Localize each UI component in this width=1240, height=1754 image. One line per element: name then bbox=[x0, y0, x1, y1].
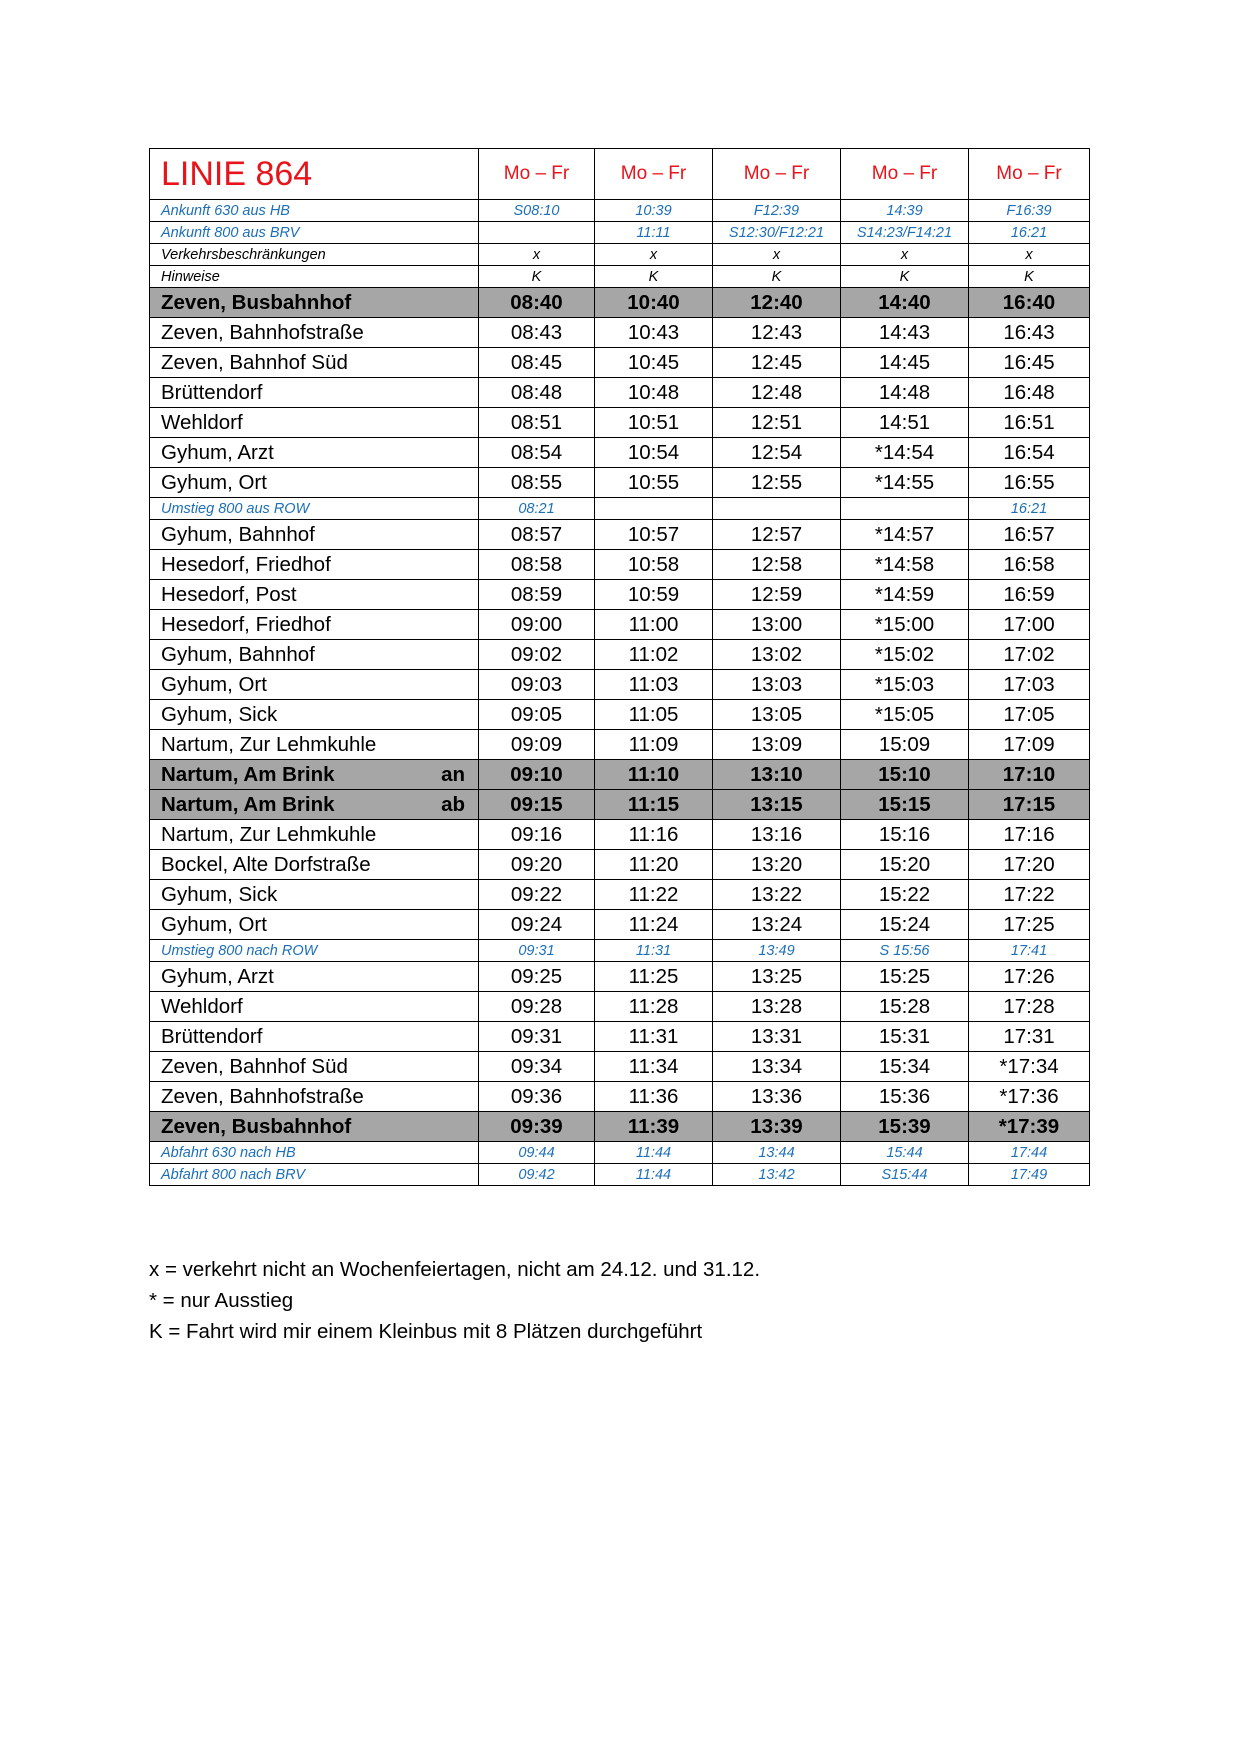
time-cell: 11:00 bbox=[595, 610, 713, 640]
time-cell: 13:15 bbox=[713, 790, 841, 820]
time-cell: 09:00 bbox=[479, 610, 595, 640]
stop-row bbox=[150, 408, 1090, 438]
stop-name: Verkehrsbeschränkungen bbox=[161, 246, 326, 263]
time-cell: 17:10 bbox=[969, 760, 1090, 790]
time-cell: 13:25 bbox=[713, 962, 841, 992]
time-cell: 08:54 bbox=[479, 438, 595, 468]
stop-name: Hinweise bbox=[161, 268, 220, 285]
time-cell: 17:25 bbox=[969, 910, 1090, 940]
time-cell: 12:55 bbox=[713, 468, 841, 498]
time-cell: F12:39 bbox=[713, 200, 841, 222]
time-cell: 09:10 bbox=[479, 760, 595, 790]
time-cell: 16:54 bbox=[969, 438, 1090, 468]
time-cell: S12:30/F12:21 bbox=[713, 222, 841, 244]
stop-row bbox=[150, 610, 1090, 640]
time-cell: 11:24 bbox=[595, 910, 713, 940]
time-cell: 11:15 bbox=[595, 790, 713, 820]
time-cell: 13:31 bbox=[713, 1022, 841, 1052]
time-cell: 09:24 bbox=[479, 910, 595, 940]
stop-name: Gyhum, Ort bbox=[161, 470, 267, 494]
row-label bbox=[150, 222, 479, 244]
time-cell: 17:09 bbox=[969, 730, 1090, 760]
time-cell: 10:54 bbox=[595, 438, 713, 468]
stop-name: Umstieg 800 aus ROW bbox=[161, 500, 310, 517]
line-title: LINIE 864 bbox=[150, 149, 479, 200]
time-cell: 11:10 bbox=[595, 760, 713, 790]
time-cell: 09:16 bbox=[479, 820, 595, 850]
note-row bbox=[150, 244, 1090, 266]
time-cell: 09:28 bbox=[479, 992, 595, 1022]
time-cell: 17:22 bbox=[969, 880, 1090, 910]
time-cell bbox=[713, 498, 841, 520]
time-cell: 14:43 bbox=[841, 318, 969, 348]
time-cell: 08:57 bbox=[479, 520, 595, 550]
row-label bbox=[150, 266, 479, 288]
row-label bbox=[150, 1142, 479, 1164]
time-cell: 11:25 bbox=[595, 962, 713, 992]
row-label bbox=[150, 498, 479, 520]
stop-row bbox=[150, 962, 1090, 992]
time-cell: 17:41 bbox=[969, 940, 1090, 962]
time-cell: 13:16 bbox=[713, 820, 841, 850]
stop-name: Hesedorf, Post bbox=[161, 582, 297, 606]
time-cell: 11:05 bbox=[595, 700, 713, 730]
time-cell: 10:51 bbox=[595, 408, 713, 438]
stop-name: Nartum, Zur Lehmkuhle bbox=[161, 732, 377, 756]
stop-name: Zeven, Busbahnhof bbox=[161, 290, 352, 314]
row-label bbox=[150, 318, 479, 348]
time-cell: 16:55 bbox=[969, 468, 1090, 498]
time-cell: 08:40 bbox=[479, 288, 595, 318]
row-label bbox=[150, 1082, 479, 1112]
time-cell: 09:34 bbox=[479, 1052, 595, 1082]
time-cell: 13:00 bbox=[713, 610, 841, 640]
time-cell: 17:05 bbox=[969, 700, 1090, 730]
row-label bbox=[150, 790, 479, 820]
time-cell: 11:11 bbox=[595, 222, 713, 244]
time-cell: 11:31 bbox=[595, 940, 713, 962]
time-cell: 11:03 bbox=[595, 670, 713, 700]
time-cell: 09:05 bbox=[479, 700, 595, 730]
time-cell: 15:28 bbox=[841, 992, 969, 1022]
stop-name: Ankunft 630 aus HB bbox=[161, 202, 290, 219]
stop-row bbox=[150, 640, 1090, 670]
time-cell: K bbox=[713, 266, 841, 288]
stop-name: Zeven, Bahnhof Süd bbox=[161, 1054, 348, 1078]
timetable bbox=[149, 148, 1090, 1186]
time-cell: 11:44 bbox=[595, 1164, 713, 1186]
row-label bbox=[150, 610, 479, 640]
stop-row bbox=[150, 520, 1090, 550]
time-cell: 15:44 bbox=[841, 1142, 969, 1164]
stop-name: Zeven, Bahnhof Süd bbox=[161, 350, 348, 374]
time-cell: 08:58 bbox=[479, 550, 595, 580]
time-cell: 13:10 bbox=[713, 760, 841, 790]
major-stop-row bbox=[150, 1112, 1090, 1142]
header-row bbox=[150, 149, 1090, 200]
stop-name: Abfahrt 630 nach HB bbox=[161, 1144, 296, 1161]
time-cell: 13:05 bbox=[713, 700, 841, 730]
major-stop-row bbox=[150, 760, 1090, 790]
row-label bbox=[150, 348, 479, 378]
time-cell: 11:34 bbox=[595, 1052, 713, 1082]
time-cell: 14:39 bbox=[841, 200, 969, 222]
connection-row bbox=[150, 1142, 1090, 1164]
connection-row bbox=[150, 1164, 1090, 1186]
time-cell: 10:43 bbox=[595, 318, 713, 348]
time-cell: 12:40 bbox=[713, 288, 841, 318]
time-cell: 11:02 bbox=[595, 640, 713, 670]
time-cell: 16:45 bbox=[969, 348, 1090, 378]
footnote-k: K = Fahrt wird mir einem Kleinbus mit 8 Plätzen durchgeführt bbox=[149, 1320, 703, 1343]
stop-name: Zeven, Bahnhofstraße bbox=[161, 1084, 364, 1108]
time-cell: *14:54 bbox=[841, 438, 969, 468]
row-label bbox=[150, 1022, 479, 1052]
connection-row bbox=[150, 940, 1090, 962]
time-cell: 13:20 bbox=[713, 850, 841, 880]
time-cell: 09:42 bbox=[479, 1164, 595, 1186]
row-label bbox=[150, 200, 479, 222]
stop-row bbox=[150, 1022, 1090, 1052]
time-cell: 17:00 bbox=[969, 610, 1090, 640]
stop-row bbox=[150, 992, 1090, 1022]
time-cell: *15:00 bbox=[841, 610, 969, 640]
time-cell: 13:34 bbox=[713, 1052, 841, 1082]
stop-row bbox=[150, 730, 1090, 760]
time-cell: 15:10 bbox=[841, 760, 969, 790]
time-cell: 13:22 bbox=[713, 880, 841, 910]
time-cell: 09:31 bbox=[479, 940, 595, 962]
time-cell: 12:45 bbox=[713, 348, 841, 378]
time-cell: 09:36 bbox=[479, 1082, 595, 1112]
time-cell: 15:09 bbox=[841, 730, 969, 760]
time-cell: 09:09 bbox=[479, 730, 595, 760]
time-cell: 16:51 bbox=[969, 408, 1090, 438]
note-row bbox=[150, 266, 1090, 288]
day-header: Mo – Fr bbox=[969, 149, 1090, 200]
day-header: Mo – Fr bbox=[713, 149, 841, 200]
stop-row bbox=[150, 318, 1090, 348]
row-label bbox=[150, 244, 479, 266]
stop-name: Brüttendorf bbox=[161, 380, 263, 404]
time-cell: 10:58 bbox=[595, 550, 713, 580]
time-cell: x bbox=[595, 244, 713, 266]
arrival-departure-marker: an bbox=[441, 762, 465, 786]
time-cell: 09:31 bbox=[479, 1022, 595, 1052]
stop-name: Gyhum, Ort bbox=[161, 672, 267, 696]
time-cell: 15:24 bbox=[841, 910, 969, 940]
time-cell: 16:48 bbox=[969, 378, 1090, 408]
time-cell: 11:28 bbox=[595, 992, 713, 1022]
major-stop-row bbox=[150, 790, 1090, 820]
arrival-departure-marker: ab bbox=[441, 792, 465, 816]
time-cell: K bbox=[969, 266, 1090, 288]
time-cell: 15:39 bbox=[841, 1112, 969, 1142]
time-cell: 15:20 bbox=[841, 850, 969, 880]
stop-name: Bockel, Alte Dorfstraße bbox=[161, 852, 371, 876]
time-cell: 08:59 bbox=[479, 580, 595, 610]
stop-row bbox=[150, 700, 1090, 730]
time-cell: 13:42 bbox=[713, 1164, 841, 1186]
time-cell: 13:44 bbox=[713, 1142, 841, 1164]
day-header: Mo – Fr bbox=[479, 149, 595, 200]
row-label bbox=[150, 288, 479, 318]
time-cell: 14:48 bbox=[841, 378, 969, 408]
row-label bbox=[150, 1164, 479, 1186]
time-cell: 09:03 bbox=[479, 670, 595, 700]
time-cell: 10:45 bbox=[595, 348, 713, 378]
time-cell: 11:16 bbox=[595, 820, 713, 850]
time-cell: 12:57 bbox=[713, 520, 841, 550]
time-cell: 09:25 bbox=[479, 962, 595, 992]
row-label bbox=[150, 520, 479, 550]
time-cell: 09:22 bbox=[479, 880, 595, 910]
time-cell: 17:28 bbox=[969, 992, 1090, 1022]
time-cell: 11:22 bbox=[595, 880, 713, 910]
time-cell: 10:59 bbox=[595, 580, 713, 610]
time-cell: 15:36 bbox=[841, 1082, 969, 1112]
row-label bbox=[150, 468, 479, 498]
time-cell: *14:59 bbox=[841, 580, 969, 610]
stop-row bbox=[150, 378, 1090, 408]
stop-name: Zeven, Busbahnhof bbox=[161, 1114, 352, 1138]
stop-name: Abfahrt 800 nach BRV bbox=[161, 1166, 306, 1183]
row-label bbox=[150, 760, 479, 790]
time-cell: 15:34 bbox=[841, 1052, 969, 1082]
time-cell: 15:31 bbox=[841, 1022, 969, 1052]
time-cell: 17:44 bbox=[969, 1142, 1090, 1164]
time-cell: 12:59 bbox=[713, 580, 841, 610]
time-cell: 12:43 bbox=[713, 318, 841, 348]
time-cell: 08:45 bbox=[479, 348, 595, 378]
row-label bbox=[150, 378, 479, 408]
footnotes bbox=[149, 1254, 760, 1347]
time-cell: *14:55 bbox=[841, 468, 969, 498]
time-cell: 10:48 bbox=[595, 378, 713, 408]
row-label bbox=[150, 962, 479, 992]
time-cell: S15:44 bbox=[841, 1164, 969, 1186]
row-label bbox=[150, 992, 479, 1022]
stop-row bbox=[150, 910, 1090, 940]
stop-name: Hesedorf, Friedhof bbox=[161, 552, 331, 576]
time-cell: 13:09 bbox=[713, 730, 841, 760]
stop-name: Wehldorf bbox=[161, 410, 243, 434]
stop-name: Gyhum, Bahnhof bbox=[161, 522, 315, 546]
time-cell: *15:03 bbox=[841, 670, 969, 700]
time-cell: 08:43 bbox=[479, 318, 595, 348]
major-stop-row bbox=[150, 288, 1090, 318]
stop-name: Brüttendorf bbox=[161, 1024, 263, 1048]
stop-row bbox=[150, 1082, 1090, 1112]
time-cell: 15:25 bbox=[841, 962, 969, 992]
time-cell: 13:02 bbox=[713, 640, 841, 670]
stop-name: Nartum, Am Brink bbox=[161, 792, 335, 816]
time-cell: K bbox=[841, 266, 969, 288]
time-cell: 17:15 bbox=[969, 790, 1090, 820]
time-cell: S 15:56 bbox=[841, 940, 969, 962]
time-cell: 17:26 bbox=[969, 962, 1090, 992]
time-cell: 12:58 bbox=[713, 550, 841, 580]
time-cell: 13:39 bbox=[713, 1112, 841, 1142]
row-label bbox=[150, 940, 479, 962]
row-label bbox=[150, 910, 479, 940]
time-cell: F16:39 bbox=[969, 200, 1090, 222]
row-label bbox=[150, 640, 479, 670]
row-label bbox=[150, 1112, 479, 1142]
day-header: Mo – Fr bbox=[841, 149, 969, 200]
stop-row bbox=[150, 348, 1090, 378]
time-cell: x bbox=[841, 244, 969, 266]
stop-row bbox=[150, 850, 1090, 880]
connection-row bbox=[150, 498, 1090, 520]
stop-row bbox=[150, 550, 1090, 580]
stop-name: Gyhum, Sick bbox=[161, 702, 278, 726]
time-cell: x bbox=[713, 244, 841, 266]
time-cell: K bbox=[595, 266, 713, 288]
row-label bbox=[150, 1052, 479, 1082]
time-cell: 17:03 bbox=[969, 670, 1090, 700]
time-cell: 15:16 bbox=[841, 820, 969, 850]
stop-row bbox=[150, 670, 1090, 700]
time-cell: 12:51 bbox=[713, 408, 841, 438]
stop-row bbox=[150, 1052, 1090, 1082]
time-cell: 17:20 bbox=[969, 850, 1090, 880]
time-cell: *15:02 bbox=[841, 640, 969, 670]
time-cell: 11:36 bbox=[595, 1082, 713, 1112]
time-cell: 14:51 bbox=[841, 408, 969, 438]
time-cell: S14:23/F14:21 bbox=[841, 222, 969, 244]
time-cell: 12:48 bbox=[713, 378, 841, 408]
time-cell: 17:02 bbox=[969, 640, 1090, 670]
time-cell: 13:24 bbox=[713, 910, 841, 940]
time-cell: *14:57 bbox=[841, 520, 969, 550]
row-label bbox=[150, 730, 479, 760]
row-label bbox=[150, 550, 479, 580]
time-cell: 08:48 bbox=[479, 378, 595, 408]
time-cell: 17:49 bbox=[969, 1164, 1090, 1186]
time-cell: *17:34 bbox=[969, 1052, 1090, 1082]
time-cell: 16:21 bbox=[969, 498, 1090, 520]
time-cell: 08:55 bbox=[479, 468, 595, 498]
time-cell: 10:55 bbox=[595, 468, 713, 498]
time-cell: *17:36 bbox=[969, 1082, 1090, 1112]
time-cell: 11:44 bbox=[595, 1142, 713, 1164]
time-cell: 16:58 bbox=[969, 550, 1090, 580]
stop-name: Hesedorf, Friedhof bbox=[161, 612, 331, 636]
time-cell: x bbox=[969, 244, 1090, 266]
row-label bbox=[150, 880, 479, 910]
stop-name: Gyhum, Arzt bbox=[161, 964, 274, 988]
time-cell: 12:54 bbox=[713, 438, 841, 468]
time-cell: 11:39 bbox=[595, 1112, 713, 1142]
time-cell: 11:20 bbox=[595, 850, 713, 880]
stop-name: Nartum, Am Brink bbox=[161, 762, 335, 786]
stop-row bbox=[150, 468, 1090, 498]
time-cell: 16:43 bbox=[969, 318, 1090, 348]
time-cell bbox=[479, 222, 595, 244]
stop-name: Ankunft 800 aus BRV bbox=[161, 224, 300, 241]
row-label bbox=[150, 580, 479, 610]
time-cell: 16:57 bbox=[969, 520, 1090, 550]
stop-row bbox=[150, 438, 1090, 468]
day-header: Mo – Fr bbox=[595, 149, 713, 200]
stop-name: Umstieg 800 nach ROW bbox=[161, 942, 318, 959]
time-cell: 15:22 bbox=[841, 880, 969, 910]
stop-name: Zeven, Bahnhofstraße bbox=[161, 320, 364, 344]
time-cell: *15:05 bbox=[841, 700, 969, 730]
time-cell: 10:40 bbox=[595, 288, 713, 318]
time-cell: 17:31 bbox=[969, 1022, 1090, 1052]
time-cell: 09:02 bbox=[479, 640, 595, 670]
time-cell: S08:10 bbox=[479, 200, 595, 222]
time-cell: 09:15 bbox=[479, 790, 595, 820]
time-cell: 13:36 bbox=[713, 1082, 841, 1112]
time-cell: 11:31 bbox=[595, 1022, 713, 1052]
stop-row bbox=[150, 880, 1090, 910]
time-cell: 09:44 bbox=[479, 1142, 595, 1164]
time-cell bbox=[841, 498, 969, 520]
time-cell: 08:51 bbox=[479, 408, 595, 438]
time-cell: 13:03 bbox=[713, 670, 841, 700]
row-label bbox=[150, 850, 479, 880]
row-label bbox=[150, 820, 479, 850]
stop-name: Gyhum, Ort bbox=[161, 912, 267, 936]
time-cell: K bbox=[479, 266, 595, 288]
time-cell: 16:59 bbox=[969, 580, 1090, 610]
time-cell: 16:40 bbox=[969, 288, 1090, 318]
time-cell: x bbox=[479, 244, 595, 266]
row-label bbox=[150, 670, 479, 700]
connection-row bbox=[150, 200, 1090, 222]
time-cell: 11:09 bbox=[595, 730, 713, 760]
time-cell bbox=[595, 498, 713, 520]
stop-row bbox=[150, 580, 1090, 610]
time-cell: 09:39 bbox=[479, 1112, 595, 1142]
stop-name: Gyhum, Bahnhof bbox=[161, 642, 315, 666]
footnote-x: x = verkehrt nicht an Wochenfeiertagen, nicht am 24.12. und 31.12. bbox=[149, 1258, 761, 1281]
row-label bbox=[150, 700, 479, 730]
time-cell: 10:57 bbox=[595, 520, 713, 550]
time-cell: 17:16 bbox=[969, 820, 1090, 850]
stop-row bbox=[150, 820, 1090, 850]
stop-name: Nartum, Zur Lehmkuhle bbox=[161, 822, 377, 846]
time-cell: 08:21 bbox=[479, 498, 595, 520]
time-cell: *17:39 bbox=[969, 1112, 1090, 1142]
row-label bbox=[150, 408, 479, 438]
timetable-body bbox=[150, 200, 1090, 1186]
time-cell: 14:40 bbox=[841, 288, 969, 318]
time-cell: 14:45 bbox=[841, 348, 969, 378]
stop-name: Gyhum, Arzt bbox=[161, 440, 274, 464]
stop-name: Wehldorf bbox=[161, 994, 243, 1018]
footnote-star: * = nur Ausstieg bbox=[149, 1289, 294, 1312]
time-cell: 15:15 bbox=[841, 790, 969, 820]
stop-name: Gyhum, Sick bbox=[161, 882, 278, 906]
time-cell: 13:28 bbox=[713, 992, 841, 1022]
time-cell: 09:20 bbox=[479, 850, 595, 880]
time-cell: 13:49 bbox=[713, 940, 841, 962]
time-cell: 10:39 bbox=[595, 200, 713, 222]
row-label bbox=[150, 438, 479, 468]
time-cell: 16:21 bbox=[969, 222, 1090, 244]
time-cell: *14:58 bbox=[841, 550, 969, 580]
connection-row bbox=[150, 222, 1090, 244]
